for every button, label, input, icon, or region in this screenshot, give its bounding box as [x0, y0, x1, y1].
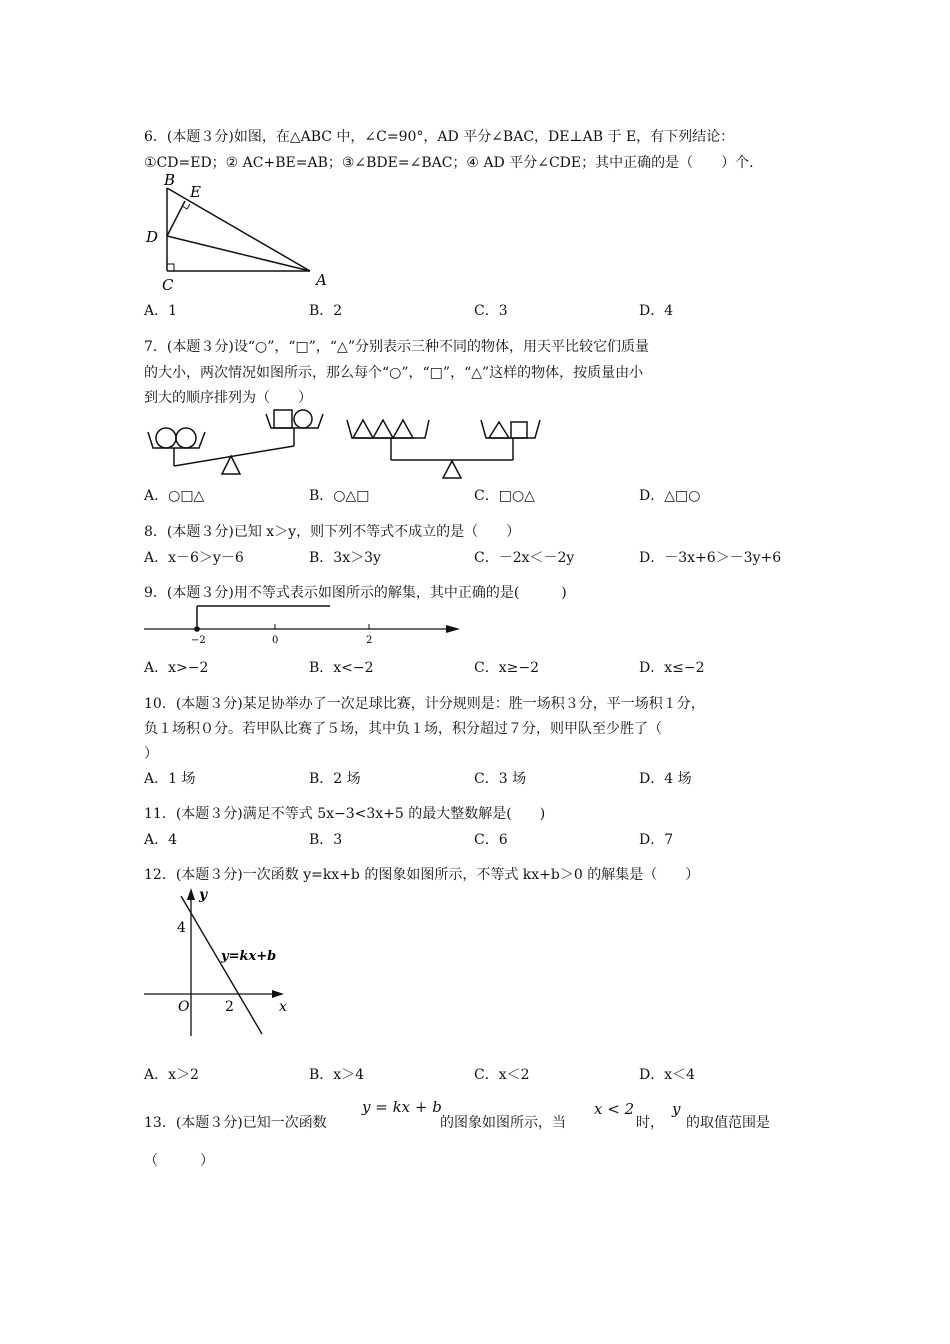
q10-option-c[interactable]: C．3 场	[474, 771, 527, 787]
q12-label-2: 2	[225, 999, 234, 1015]
q9-option-a[interactable]: A．x>−2	[144, 660, 209, 676]
q7-stem-line3: 到大的顺序排列为（ ）	[144, 390, 312, 406]
q6-option-b[interactable]: B．2	[309, 303, 343, 319]
q7-option-c[interactable]: C．□○△	[474, 488, 535, 504]
q13-stem-suffix: 的取值范围是	[686, 1115, 770, 1131]
q10-option-b[interactable]: B．2 场	[309, 771, 361, 787]
q9-option-c[interactable]: C．x≥−2	[474, 660, 539, 676]
q8-option-c[interactable]: C．－2x＜－2y	[474, 550, 575, 566]
q12-line-label: y=kx+b	[221, 949, 277, 964]
q6-label-a: A	[316, 271, 327, 289]
q11-option-d[interactable]: D．7	[639, 832, 674, 848]
q9-option-d[interactable]: D．x≤−2	[639, 660, 705, 676]
q13-stem-line2: （ ）	[144, 1153, 214, 1169]
q11-option-b[interactable]: B．3	[309, 832, 343, 848]
q8-option-b[interactable]: B．3x＞3y	[309, 550, 381, 566]
q8-stem-line1: 8．(本题３分)已知 x＞y，则下列不等式不成立的是（ ）	[144, 524, 521, 540]
q9-tick-2: 2	[366, 635, 373, 646]
q10-stem-line3: ）	[144, 746, 158, 762]
q10-option-a[interactable]: A．1 场	[144, 771, 196, 787]
q7-option-b[interactable]: B．○△□	[309, 488, 370, 504]
q12-option-a[interactable]: A．x＞2	[144, 1067, 199, 1083]
q10-option-d[interactable]: D．4 场	[639, 771, 692, 787]
q13-stem-mid2: 时，	[636, 1115, 664, 1131]
q7-option-a[interactable]: A．○□△	[144, 488, 205, 504]
q9-tick-neg2: −2	[191, 635, 206, 646]
q13-stem-mid: 的图象如图所示，当	[440, 1115, 566, 1131]
q12-option-c[interactable]: C．x＜2	[474, 1067, 530, 1083]
q10-stem-line2: 负１场积０分。若甲队比赛了５场，其中负１场，积分超过７分，则甲队至少胜了（	[144, 721, 662, 737]
q9-tick-0: 0	[272, 635, 279, 646]
q9-stem-line1: 9．(本题３分)用不等式表示如图所示的解集，其中正确的是( )	[144, 585, 567, 601]
q6-label-b: B	[164, 171, 176, 189]
q6-triangle-figure	[140, 170, 340, 295]
q12-option-b[interactable]: B．x＞4	[309, 1067, 365, 1083]
q11-stem-line1: 11．(本题３分)满足不等式 5x−3<3x+5 的最大整数解是( )	[144, 806, 546, 822]
q6-stem-line1: 6．(本题３分)如图，在△ABC 中，∠C=90°，AD 平分∠BAC，DE⊥AB 于 E，有下列结论：	[144, 129, 735, 145]
q10-stem-line1: 10．(本题３分)某足协举办了一次足球比赛，计分规则是：胜一场积３分，平一场积１分，	[144, 696, 705, 712]
q13-variable-y: y	[672, 1100, 681, 1118]
q13-stem-prefix: 13．(本题３分)已知一次函数	[144, 1115, 327, 1131]
q6-label-e: E	[190, 183, 201, 201]
q7-option-d[interactable]: D．△□○	[639, 488, 701, 504]
q12-label-4: 4	[177, 920, 186, 936]
q7-stem-line2: 的大小，两次情况如图所示，那么每个“○”，“□”，“△”这样的物体，按质量由小	[144, 365, 644, 381]
q7-stem-line1: 7．(本题３分)设“○”，“□”，“△”分别表示三种不同的物体，用天平比较它们质量	[144, 339, 649, 355]
q11-option-a[interactable]: A．4	[144, 832, 178, 848]
q6-option-d[interactable]: D．4	[639, 303, 674, 319]
q6-label-c: C	[162, 276, 174, 294]
q12-label-origin: O	[178, 999, 190, 1015]
q13-condition: x < 2	[594, 1100, 635, 1118]
q8-option-d[interactable]: D．－3x+6＞－3y+6	[639, 550, 782, 566]
q12-graph-figure	[144, 884, 294, 1044]
q9-number-line-figure	[142, 604, 464, 650]
q8-option-a[interactable]: A．x－6＞y－6	[144, 550, 244, 566]
q9-option-b[interactable]: B．x<−2	[309, 660, 374, 676]
q7-balance-figure-1	[144, 408, 324, 478]
q6-option-a[interactable]: A．1	[144, 303, 178, 319]
q12-label-x: x	[279, 999, 287, 1015]
q12-label-y: y	[199, 887, 208, 903]
q6-option-c[interactable]: C．3	[474, 303, 508, 319]
q13-equation: y = kx + b	[362, 1098, 442, 1116]
q6-label-d: D	[146, 228, 159, 246]
q12-stem-line1: 12．(本题３分)一次函数 y=kx+b 的图象如图所示，不等式 kx+b＞0 的解集是（ ）	[144, 867, 700, 883]
q11-option-c[interactable]: C．6	[474, 832, 508, 848]
q6-stem-line2: ①CD=ED；② AC+BE=AB；③∠BDE=∠BAC；④ AD 平分∠CDE；其中正确的是（ ）个.	[144, 155, 754, 171]
q7-balance-figure-2	[345, 418, 545, 480]
q12-option-d[interactable]: D．x＜4	[639, 1067, 696, 1083]
